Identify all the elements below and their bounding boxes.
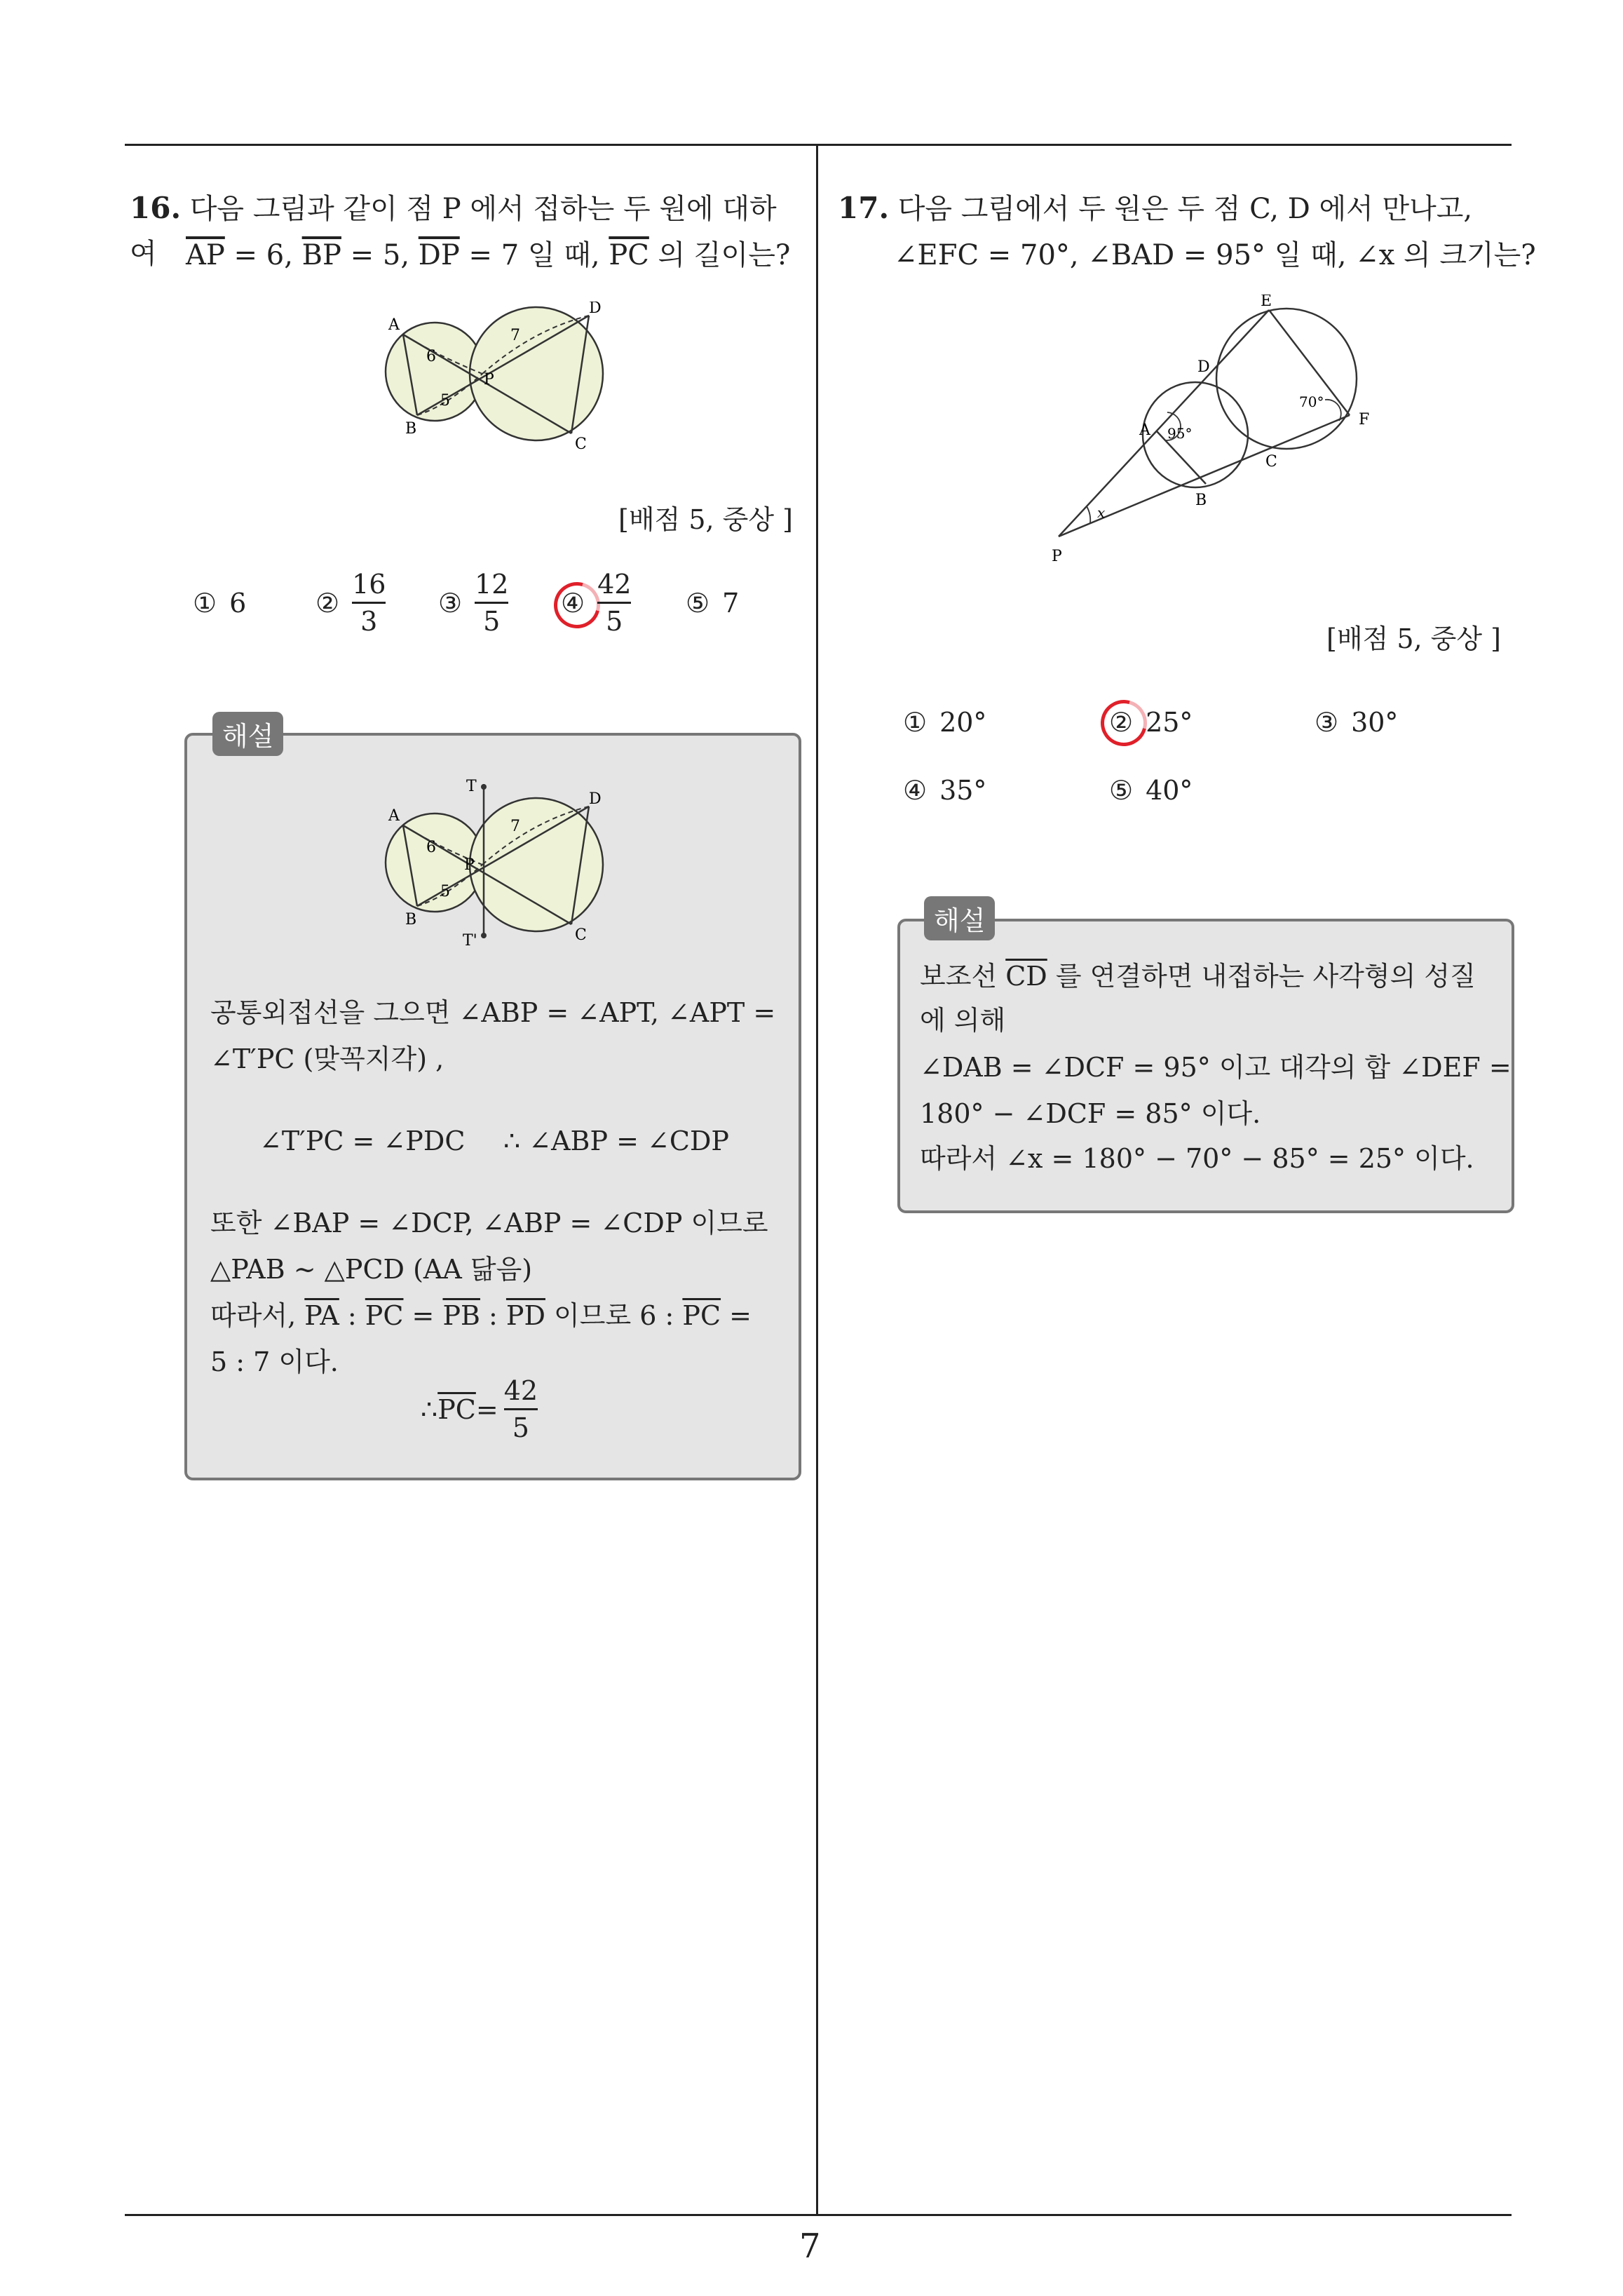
svg-text:D: D (1197, 358, 1210, 376)
svg-text:T': T' (463, 932, 477, 950)
q17-sol-l4: 180° − ∠DCF = 85° 이다. (920, 1098, 1261, 1129)
fig-label-a: A (388, 316, 400, 334)
svg-text:D: D (589, 790, 602, 808)
q17-sol-l3: ∠DAB = ∠DCF = 95° 이고 대각의 합 ∠DEF = (920, 1052, 1512, 1083)
column-divider (816, 145, 818, 2214)
q16-sol-l6: 따라서, $\overline{PA}$ : $\overline{PC} = \overline{PB}$ : $\overline{PD}$ 이므로 6 : $\overline{PC}$ = (210, 1300, 752, 1331)
svg-text:T: T (466, 778, 477, 795)
q16-sol-l1: 공통외접선을 그으면 ∠ABP = ∠APT, ∠APT = (210, 997, 776, 1028)
svg-text:A: A (1139, 421, 1150, 439)
q16-sol-l7: 5 : 7 이다. (210, 1346, 339, 1377)
q16-figure (379, 302, 617, 456)
q16-choice-1[interactable]: ① 6 (193, 588, 247, 619)
q16-choice-3[interactable]: ③ $\frac{12}{5}$ (438, 569, 509, 637)
q17-choice-4[interactable]: ④ 35° (903, 775, 987, 806)
svg-text:C: C (575, 926, 587, 944)
seg-ap: $\overline{AP}$ (186, 239, 225, 271)
svg-text:C: C (1265, 453, 1277, 471)
svg-text:7: 7 (510, 818, 520, 835)
svg-text:5: 5 (440, 883, 450, 900)
q16-sol-l3a: ∠T′PC = ∠PDC (259, 1126, 466, 1156)
frac-12-5: $\frac{12}{5}$ (475, 569, 509, 637)
q16-sol-l5: △PAB ∼ △PCD (AA 닮음) (210, 1254, 533, 1285)
seg-pc: $\overline{PC}$ (609, 239, 649, 271)
bottom-rule (125, 2214, 1512, 2216)
fig-label-c: C (575, 435, 587, 453)
circle-right (1216, 309, 1357, 449)
q16-solution-figure (379, 771, 617, 954)
svg-text:95°: 95° (1167, 425, 1193, 442)
q16-sol-l8: ∴ $\overline{PC}$ = $\frac{42}{5}$ (421, 1375, 538, 1443)
q16-number: 16. (130, 191, 182, 225)
q17-sol-l2: 에 의해 (920, 1005, 1006, 1036)
fig-label-p: P (484, 371, 494, 389)
q16-sol-l2: ∠T′PC (맞꼭지각) , (210, 1044, 444, 1074)
q17-sol-l1: 보조선 $\overline{CD}$ 를 연결하면 내접하는 사각형의 성질 (920, 961, 1476, 992)
q16-line2: $\overline{AP} = 6$, $\overline{BP} = 5$, $\overline{DP} = 7$ 일 때, $\overline{PC}$ 의 길이는? (186, 239, 791, 271)
fig-label-d: D (589, 302, 602, 317)
frac-16-3: $\frac{16}{3}$ (352, 569, 386, 637)
q17-choice-2[interactable]: ② 25° (1109, 707, 1193, 738)
q17-line2: ∠EFC = 70°, ∠BAD = 95° 일 때, ∠x 의 크기는? (894, 239, 1536, 271)
q17-score: [배점 5, 중상 ] (1326, 623, 1501, 654)
fig-label-b: B (405, 420, 417, 438)
seg-dp: $\overline{DP}$ (418, 239, 460, 271)
svg-text:B: B (405, 911, 417, 928)
top-rule (125, 144, 1512, 146)
svg-text:6: 6 (426, 839, 436, 856)
q16-choice-4[interactable]: ④ $\frac{42}{5}$ (561, 569, 632, 637)
svg-text:B: B (1195, 492, 1207, 509)
q16-text-1: 다음 그림과 같이 점 P 에서 접하는 두 원에 대하여 (130, 193, 777, 270)
q17-number: 17. (838, 191, 890, 225)
q17-line1 (838, 186, 1511, 231)
fig-label-7: 7 (510, 327, 520, 344)
q16-choice-2[interactable]: ② $\frac{16}{3}$ (315, 569, 386, 637)
svg-text:A: A (388, 807, 400, 825)
q17-choice-5[interactable]: ⑤ 40° (1109, 775, 1193, 806)
svg-text:P: P (1052, 548, 1062, 565)
fig-label-5: 5 (440, 392, 450, 410)
svg-text:x: x (1097, 504, 1106, 521)
q16-choice-5[interactable]: ⑤ 7 (686, 588, 740, 619)
q17-choice-3[interactable]: ③ 30° (1315, 707, 1399, 738)
q17-text-1: 다음 그림에서 두 원은 두 점 C, D 에서 만나고, (897, 193, 1473, 225)
q16-score: [배점 5, 중상 ] (618, 504, 793, 535)
page-number: 7 (799, 2227, 821, 2266)
q17-sol-l5: 따라서 ∠x = 180° − 70° − 85° = 25° 이다. (920, 1143, 1474, 1174)
frac-42-5: $\frac{42}{5}$ (597, 569, 632, 637)
svg-text:70°: 70° (1299, 393, 1324, 410)
svg-text:F: F (1359, 411, 1370, 428)
q17-choice-1[interactable]: ① 20° (903, 707, 987, 738)
q16-sol-l4: 또한 ∠BAP = ∠DCP, ∠ABP = ∠CDP 이므로 (210, 1208, 768, 1238)
fig-label-6: 6 (426, 348, 436, 365)
seg-bp: $\overline{BP}$ (301, 239, 341, 271)
q16-sol-l3b: ∴ ∠ABP = ∠CDP (503, 1126, 729, 1156)
svg-text:E: E (1261, 295, 1272, 310)
q17-solution-tag: 해설 (924, 896, 995, 940)
q17-figure (1038, 295, 1374, 575)
svg-text:P: P (464, 856, 475, 874)
q16-solution-tag: 해설 (212, 712, 283, 756)
